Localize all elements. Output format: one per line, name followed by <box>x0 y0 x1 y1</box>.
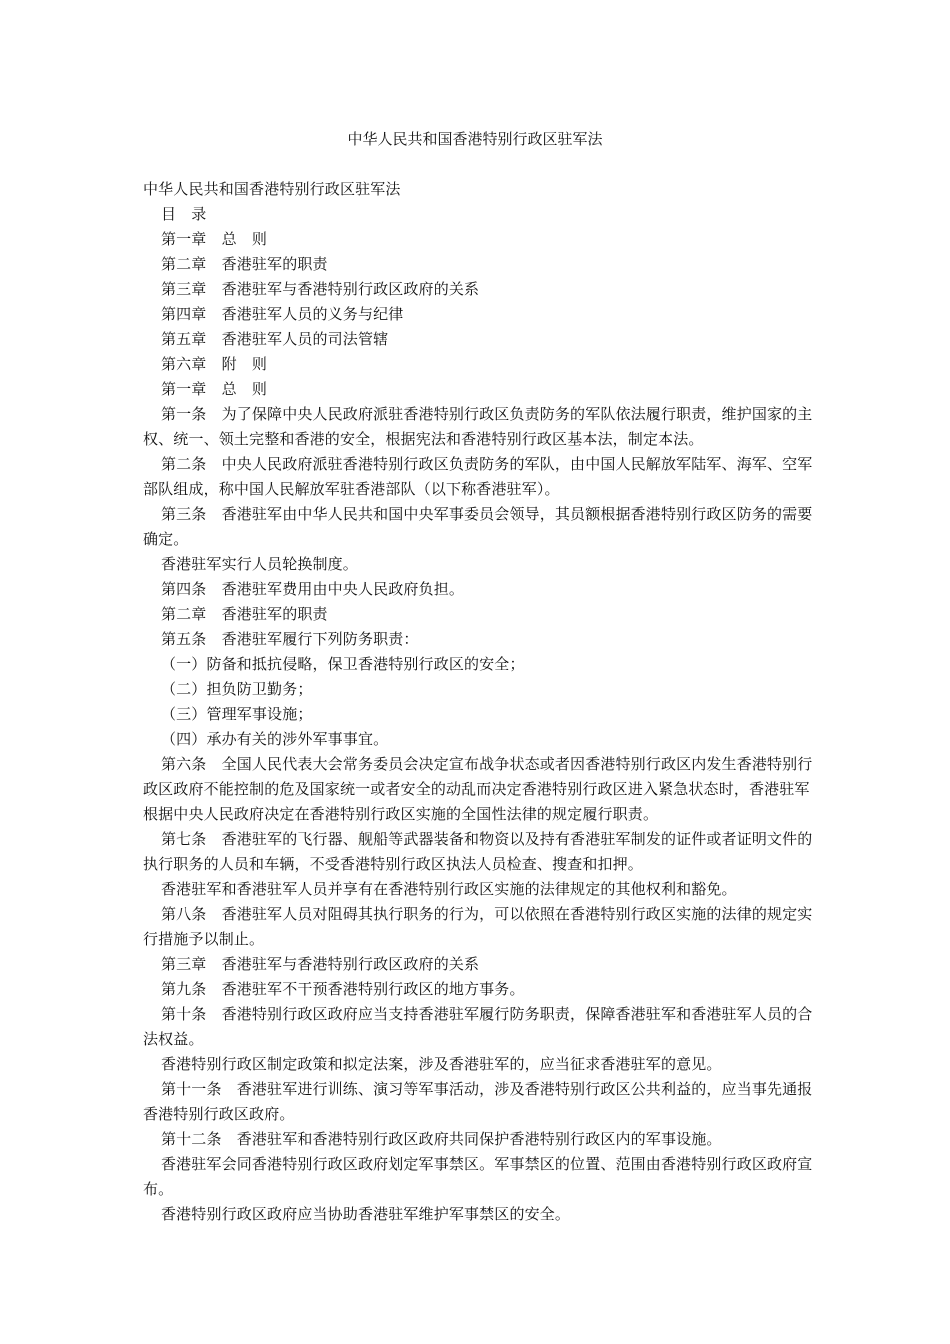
list-item: （三）管理军事设施； <box>161 705 313 723</box>
toc-item: 第三章 香港驻军与香港特别行政区政府的关系 <box>161 280 480 298</box>
article-paragraph: 第五条 香港驻军履行下列防务职责： <box>161 630 419 648</box>
toc-item: 第二章 香港驻军的职责 <box>161 255 328 273</box>
article-paragraph: 香港特别行政区政府应当协助香港驻军维护军事禁区的安全。 <box>161 1205 571 1223</box>
article-paragraph: 香港驻军会同香港特别行政区政府划定军事禁区。军事禁区的位置、范围由香港特别行政区政府宣布。 <box>143 1155 813 1198</box>
chapter-heading: 第一章 总 则 <box>161 380 268 398</box>
toc-item: 第四章 香港驻军人员的义务与纪律 <box>161 305 404 323</box>
article-paragraph: 第四条 香港驻军费用由中央人民政府负担。 <box>161 580 465 598</box>
list-item: （四）承办有关的涉外军事事宜。 <box>161 730 389 748</box>
article-paragraph: 第六条 全国人民代表大会常务委员会决定宣布战争状态或者因香港特别行政区内发生香港特别行政区政府不能控制的危及国家统一或者安全的动乱而决定香港特别行政区进入紧急状态时，香港驻军根据中央人民政府决定在香港特别行政区实施的全国性法律的规定履行职责。 <box>143 755 813 823</box>
toc-item: 第六章 附 则 <box>161 355 268 373</box>
document-title: 中华人民共和国香港特别行政区驻军法 <box>347 130 603 148</box>
article-paragraph: 第八条 香港驻军人员对阻碍其执行职务的行为，可以依照在香港特别行政区实施的法律的规定实行措施予以制止。 <box>143 905 813 948</box>
article-paragraph: 第三条 香港驻军由中华人民共和国中央军事委员会领导，其员额根据香港特别行政区防务的需要确定。 <box>143 505 813 548</box>
toc-item: 第五章 香港驻军人员的司法管辖 <box>161 330 389 348</box>
document-body <box>143 177 815 1227</box>
article-paragraph: 第十二条 香港驻军和香港特别行政区政府共同保护香港特别行政区内的军事设施。 <box>161 1130 722 1148</box>
article-paragraph: 第十一条 香港驻军进行训练、演习等军事活动，涉及香港特别行政区公共利益的，应当事先通报香港特别行政区政府。 <box>143 1080 813 1123</box>
article-paragraph: 香港驻军实行人员轮换制度。 <box>161 555 358 573</box>
article-paragraph: 第二条 中央人民政府派驻香港特别行政区负责防务的军队，由中国人民解放军陆军、海军、空军部队组成，称中国人民解放军驻香港部队（以下称香港驻军）。 <box>143 455 813 498</box>
article-paragraph: 第九条 香港驻军不干预香港特别行政区的地方事务。 <box>161 980 525 998</box>
article-paragraph: 第七条 香港驻军的飞行器、舰船等武器装备和物资以及持有香港驻军制发的证件或者证明文件的执行职务的人员和车辆，不受香港特别行政区执法人员检查、搜查和扣押。 <box>143 830 813 873</box>
article-paragraph: 第十条 香港特别行政区政府应当支持香港驻军履行防务职责，保障香港驻军和香港驻军人员的合法权益。 <box>143 1005 813 1048</box>
toc-item: 第一章 总 则 <box>161 230 268 248</box>
chapter-heading: 第二章 香港驻军的职责 <box>161 605 328 623</box>
list-item: （二）担负防卫勤务； <box>161 680 313 698</box>
body-heading: 中华人民共和国香港特别行政区驻军法 <box>143 180 401 198</box>
toc-heading: 目 录 <box>161 205 207 223</box>
chapter-heading: 第三章 香港驻军与香港特别行政区政府的关系 <box>161 955 480 973</box>
article-paragraph: 香港驻军和香港驻军人员并享有在香港特别行政区实施的法律规定的其他权利和豁免。 <box>161 880 737 898</box>
article-paragraph: 第一条 为了保障中央人民政府派驻香港特别行政区负责防务的军队依法履行职责，维护国家的主权、统一、领土完整和香港的安全，根据宪法和香港特别行政区基本法，制定本法。 <box>143 405 813 448</box>
article-paragraph: 香港特别行政区制定政策和拟定法案，涉及香港驻军的，应当征求香港驻军的意见。 <box>161 1055 722 1073</box>
list-item: （一）防备和抵抗侵略，保卫香港特别行政区的安全； <box>161 655 525 673</box>
